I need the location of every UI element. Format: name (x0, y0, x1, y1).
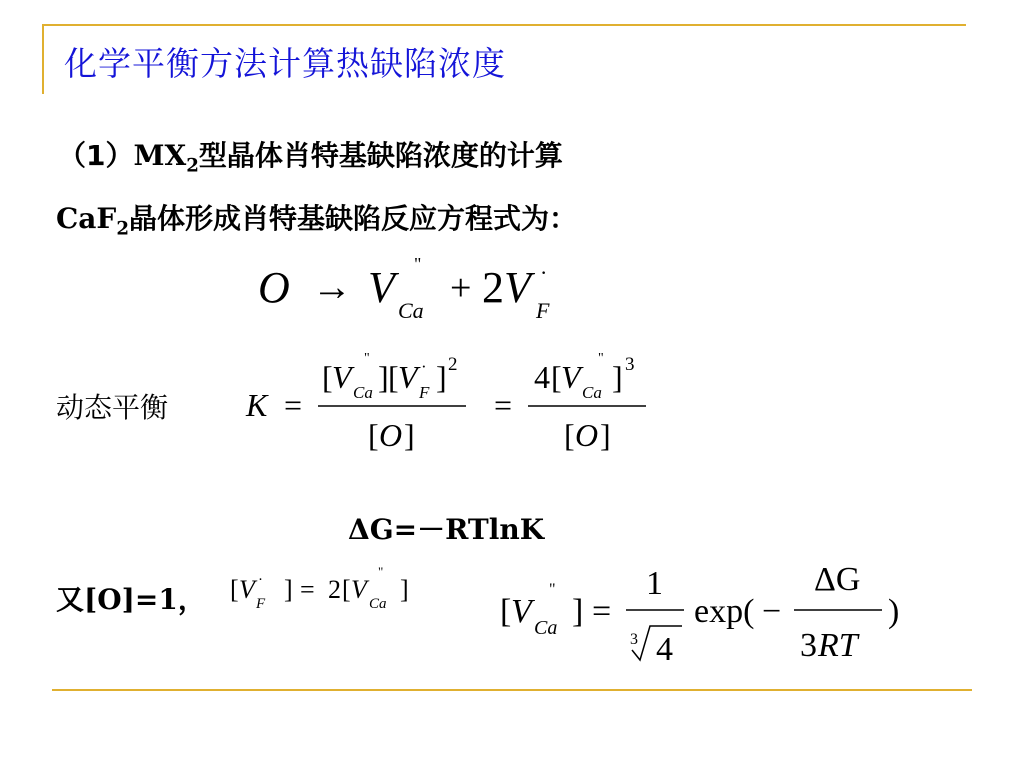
num1-square: 2 (448, 354, 458, 375)
den1-open: [ (368, 417, 379, 453)
res-open: [ (500, 593, 512, 630)
reaction-coef: 2 (482, 263, 504, 312)
den1-o: O (379, 417, 403, 453)
num1-close2: ] (436, 359, 447, 395)
reaction-lhs: O (258, 263, 290, 312)
rel-dprime: " (378, 564, 384, 579)
reaction-ca: Ca (398, 298, 424, 323)
given-text: [O]=1， (84, 583, 206, 616)
rel-f: F (256, 596, 266, 612)
left-rule (42, 24, 44, 94)
res-dprime: " (549, 581, 556, 598)
rel-close1: ] (284, 575, 293, 604)
rel-two: 2 (328, 575, 341, 604)
res-v: V (511, 593, 532, 630)
equilibrium-label (56, 386, 168, 426)
num2-dprime: " (598, 351, 604, 366)
rel-ca: Ca (369, 596, 387, 612)
given-prefix: 又 (56, 583, 85, 616)
reaction-v2: V (504, 263, 531, 312)
rel-dot: · (258, 572, 263, 588)
equilibrium-equation (238, 348, 658, 460)
section-number: （1） (58, 139, 134, 172)
res-exp: exp( (694, 593, 755, 630)
num1-ca: Ca (353, 383, 373, 402)
equilibrium-label-text: 动态平衡 (56, 391, 169, 424)
gibbs-equation: ΔG=－RTlnK (348, 513, 545, 546)
num1-v1: V (332, 359, 352, 395)
res-root-value: 4 (656, 631, 673, 668)
given-line (56, 578, 206, 618)
section-heading (58, 134, 563, 176)
res-close-paren: ) (888, 593, 900, 630)
res-rt: RT (818, 627, 858, 664)
res-three: 3 (800, 627, 817, 664)
reaction-arrow: → (312, 264, 352, 309)
slide-title: 化学平衡方法计算热缺陷浓度 (64, 44, 506, 83)
intro-line (56, 197, 577, 239)
reaction-plus: + (450, 267, 472, 309)
num1-dprime: " (364, 351, 370, 366)
res-minus: − (762, 593, 782, 630)
result-equation (496, 556, 916, 676)
rel-v1: V (239, 575, 255, 604)
res-root-index: 3 (630, 631, 638, 648)
num1-f: F (419, 383, 430, 402)
num2-v: V (561, 359, 581, 395)
reaction-dprime: " (414, 254, 422, 274)
reaction-v1: V (368, 263, 395, 312)
num2-four: 4 (534, 359, 550, 395)
intro-text: 晶体形成肖特基缺陷反应方程式为： (128, 202, 577, 235)
res-eq: = (592, 593, 612, 630)
rel-close2: ] (400, 575, 409, 604)
num2-ca: Ca (582, 383, 602, 402)
section-label: 型晶体肖特基缺陷浓度的计算 (198, 139, 563, 172)
num2-close: ] (612, 359, 623, 395)
reaction-dot: · (540, 260, 548, 285)
res-one: 1 (646, 565, 663, 602)
num1-close1: ] (378, 359, 389, 395)
den2-open: [ (564, 417, 575, 453)
rel-eq: = (300, 575, 315, 604)
bottom-rule (52, 689, 972, 691)
k-symbol: K (246, 387, 268, 423)
res-ca: Ca (534, 617, 558, 639)
den1-close: ] (404, 417, 415, 453)
intro-compound: CaF (56, 202, 117, 235)
vacancy-relation (228, 562, 438, 618)
num2-cube: 3 (625, 354, 635, 375)
rel-open2: [ (342, 575, 351, 604)
num1-v2: V (398, 359, 418, 395)
res-delta-g: ΔG (814, 561, 861, 598)
reaction-f: F (536, 298, 550, 323)
num1-dot: · (421, 357, 427, 376)
num1-open2: [ (388, 359, 399, 395)
res-close: ] (572, 593, 584, 630)
num1-open1: [ (322, 359, 333, 395)
den2-close: ] (600, 417, 611, 453)
top-rule (42, 24, 966, 26)
rel-v2: V (351, 575, 367, 604)
den2-o: O (575, 417, 599, 453)
section-formula-sub: 2 (186, 155, 199, 177)
k-equals: = (284, 387, 303, 423)
intro-compound-sub: 2 (116, 218, 129, 240)
section-formula-prefix: MX (133, 139, 187, 172)
num2-open: [ (551, 359, 562, 395)
reaction-equation (250, 250, 580, 330)
rel-open1: [ (230, 575, 239, 604)
k-equals-2: = (494, 387, 513, 423)
